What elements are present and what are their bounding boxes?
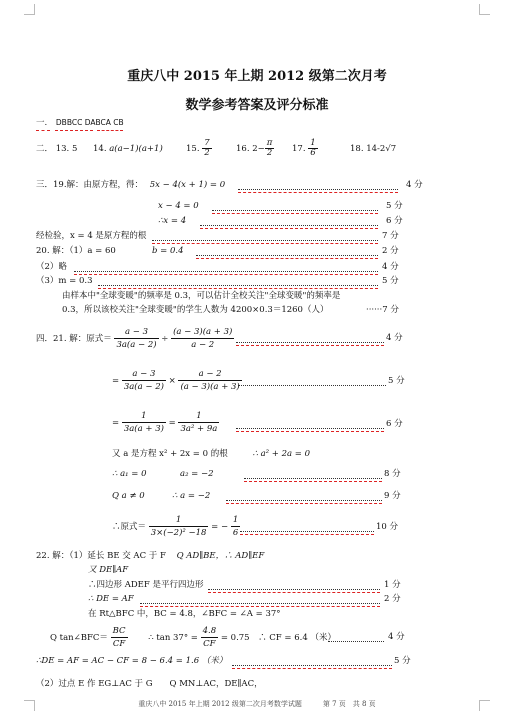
q22-line4: ∴ DE = AF	[88, 594, 134, 604]
score-mark: 10 分	[376, 522, 399, 532]
choice-answers: DBBCC DABCA CB	[55, 118, 124, 127]
spellcheck-underline	[240, 534, 374, 535]
answer-15: 15. $\frac{7}{2}$	[186, 138, 210, 158]
q19-check: 经检验，x = 4 是原方程的根	[36, 231, 147, 241]
document-title: 重庆八中 2015 年上期 2012 级第二次月考	[127, 69, 387, 84]
spellcheck-underline	[236, 345, 384, 346]
q20-line2: （2）略	[36, 262, 67, 272]
answer-14: 14. a(a−1)(a+1)	[93, 144, 163, 154]
spellcheck-underline	[200, 228, 378, 229]
score-leader	[226, 500, 382, 501]
score-mark: 6 分	[386, 419, 403, 429]
fill-blank-row	[36, 144, 77, 154]
page-footer: 重庆八中 2015 年上期 2012 级第二次月考数学试题 第 7 页 共 8 页	[138, 700, 376, 708]
spellcheck-underline	[196, 258, 378, 259]
spellcheck-underline	[55, 130, 93, 131]
q22-tan: Q tan∠BFC＝ $\frac{BC}{CF}$ ∴ tan 37° = $\frac{4.8}{CF}$ = 0.75 ∴ CF = 6.4 （米）	[50, 626, 336, 649]
score-leader	[98, 285, 378, 286]
score-leader	[236, 342, 384, 343]
answer-18: 18. 14-2√7	[350, 144, 397, 154]
q22-line1: 22. 解：（1）延长 BE 交 AC 于 F Q AD∥BE，∴ AD∥EF	[36, 551, 265, 561]
spellcheck-underline	[238, 192, 398, 193]
score-leader	[232, 665, 392, 666]
spellcheck-underline	[97, 130, 123, 131]
score-leader	[140, 603, 380, 604]
q20-b: b = 0.4	[152, 246, 184, 256]
section1-label: 一.	[36, 118, 48, 128]
score-mark: 5 分	[386, 201, 403, 211]
score-mark: 8 分	[384, 469, 401, 479]
score-mark: ······7 分	[366, 305, 399, 315]
q21-line1: 四．21. 解：原式＝ $\frac{a - 3}{3a(a - 2)}$ ÷ $\frac{(a - 3)(a + 3)}{a - 2}$	[36, 327, 233, 350]
score-leader	[238, 385, 386, 386]
spellcheck-underline	[140, 606, 380, 607]
score-mark: 5 分	[394, 656, 411, 666]
score-leader	[200, 225, 378, 226]
q22-part2: （2）过点 E 作 EG⊥AC 于 G Q MN⊥AC，DE∥AC，	[36, 679, 263, 689]
q22-line5: 在 Rt△BFC 中，BC = 4.8，∠BFC = ∠A = 37°	[88, 609, 281, 619]
q21-root: 又 a 是方程 x² + 2x = 0 的根 ∴ a² + 2a = 0	[112, 449, 310, 459]
score-leader	[152, 240, 378, 241]
page-corner-mark	[24, 4, 35, 15]
score-leader	[240, 531, 374, 532]
spellcheck-underline	[74, 274, 378, 275]
score-mark: 4 分	[406, 180, 423, 190]
score-mark: 9 分	[384, 491, 401, 501]
score-mark: 6 分	[386, 216, 403, 226]
spellcheck-underline	[236, 431, 384, 432]
score-mark: 2 分	[382, 246, 399, 256]
spellcheck-underline	[152, 243, 378, 244]
answer-16: 16. 2− $\frac{\pi}{2}$	[236, 138, 273, 158]
q19-line2: x − 4 = 0	[158, 201, 199, 211]
answer-13: 13. 5	[55, 144, 78, 154]
q19-line1: 三．19.解：由原方程，得： 5x − 4(x + 1) = 0	[36, 180, 226, 190]
page-corner-mark	[479, 4, 490, 15]
score-mark: 1 分	[384, 580, 401, 590]
score-mark: 4 分	[388, 632, 405, 642]
spellcheck-underline	[226, 503, 382, 504]
q21-line3: = $\frac{1}{3a(a + 3)}$ = $\frac{1}{\text{3a² + 9a}}$	[112, 411, 218, 434]
spellcheck-underline	[212, 213, 378, 214]
q21-ne: Q a ≠ 0	[112, 491, 145, 501]
q22-de: ∴DE = AF = AC − CF = 8 − 6.4 = 1.6 （米）	[36, 656, 228, 666]
score-mark: 5 分	[388, 376, 405, 386]
q20-text2: 0.3，所以该校关注"全球变暖"的学生人数为 4200×0.3＝1260（人）	[62, 305, 329, 315]
answer-17: 17. $\frac{1}{6}$	[292, 138, 316, 158]
score-mark: 2 分	[384, 594, 401, 604]
score-mark: 5 分	[382, 276, 399, 286]
q22-line2: 又 DE∥AF	[88, 565, 129, 575]
score-leader	[328, 641, 384, 642]
q19-line3: ∴x = 4	[158, 216, 187, 226]
spellcheck-underline	[244, 481, 382, 482]
document-subtitle: 数学参考答案及评分标准	[185, 98, 329, 113]
q20-text1: 由样本中"全球变暖"的频率是 0.3，可以估计全校关注"全球变暖"的频率是	[62, 291, 341, 301]
score-mark: 4 分	[386, 333, 403, 343]
score-mark: 4 分	[382, 262, 399, 272]
score-leader	[244, 478, 382, 479]
section2-label: 二．	[36, 144, 54, 154]
score-leader	[208, 589, 380, 590]
q21-result: ∴原式＝ $\frac{1}{\text{3×(−2)² −18}}$ = − $\frac{1}{6}$	[112, 515, 239, 538]
score-leader	[236, 428, 384, 429]
score-leader	[238, 189, 398, 190]
spellcheck-underline	[98, 288, 378, 289]
q21-a: ∴ a = −2	[172, 491, 211, 501]
section1-row	[36, 118, 124, 128]
spellcheck-underline	[232, 668, 392, 669]
q20-line3: （3）m = 0.3	[36, 276, 93, 286]
q21-line2: = $\frac{a - 3}{3a(a - 2)}$ × $\frac{a - 2}{(a - 3)(a + 3)}$	[112, 369, 240, 392]
answer-14-expr: a(a−1)(a+1)	[109, 144, 163, 154]
q21-a1: ∴ a₁ = 0	[112, 469, 147, 479]
spellcheck-underline	[208, 592, 380, 593]
score-leader	[196, 255, 378, 256]
q22-line3: ∴四边形 ADEF 是平行四边形	[88, 580, 204, 590]
score-mark: 7 分	[382, 231, 399, 241]
spellcheck-underline	[36, 130, 50, 131]
score-leader	[74, 271, 378, 272]
score-leader	[212, 210, 378, 211]
q20-line1: 20. 解：（1）a = 60	[36, 246, 116, 256]
q21-a2: a₂ = −2	[180, 469, 214, 479]
